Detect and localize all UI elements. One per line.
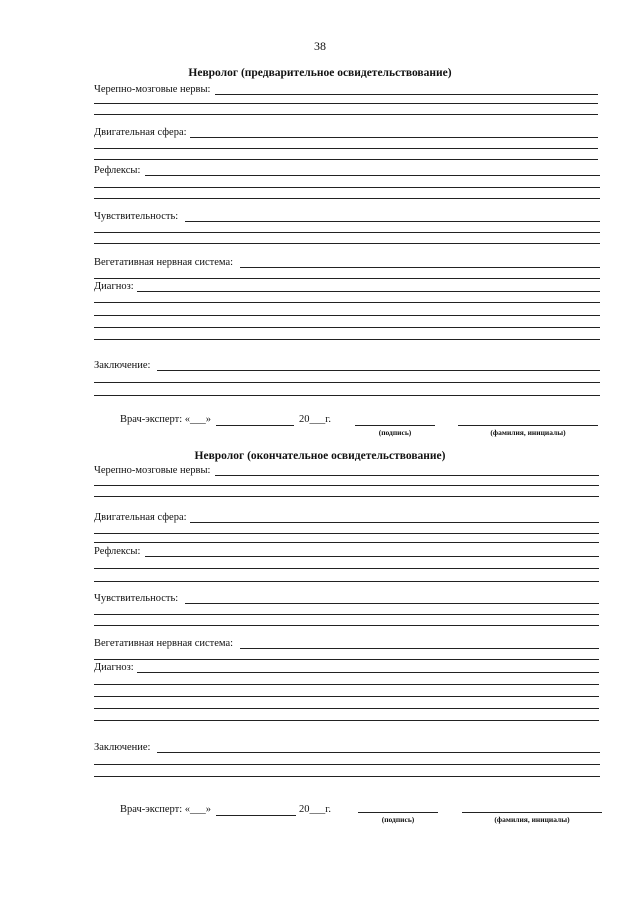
field-line[interactable] bbox=[137, 291, 600, 292]
name-field-line[interactable] bbox=[458, 425, 598, 426]
field-line[interactable] bbox=[94, 776, 600, 777]
field-line[interactable] bbox=[94, 103, 598, 104]
field-line[interactable] bbox=[137, 672, 599, 673]
signature-field-line[interactable] bbox=[355, 425, 435, 426]
label-reflexes: Рефлексы: bbox=[94, 165, 143, 177]
field-line[interactable] bbox=[190, 137, 598, 138]
label-autonomic-nervous-system: Вегетативная нервная система: bbox=[94, 638, 236, 650]
field-line[interactable] bbox=[94, 659, 599, 660]
field-line[interactable] bbox=[94, 187, 600, 188]
name-caption: (фамилия, инициалы) bbox=[490, 428, 566, 437]
field-line[interactable] bbox=[94, 148, 598, 149]
label-diagnosis: Диагноз: bbox=[94, 662, 137, 674]
field-line[interactable] bbox=[94, 159, 598, 160]
label-sensitivity: Чувствительность: bbox=[94, 593, 181, 605]
month-field-line[interactable] bbox=[216, 815, 296, 816]
expert-date-label: Врач-эксперт: «___» bbox=[120, 414, 212, 425]
field-line[interactable] bbox=[94, 581, 599, 582]
field-line[interactable] bbox=[94, 684, 599, 685]
label-cranial-nerves: Черепно-мозговые нервы: bbox=[94, 84, 213, 96]
field-line[interactable] bbox=[94, 198, 600, 199]
label-cranial-nerves: Черепно-мозговые нервы: bbox=[94, 465, 213, 477]
field-line[interactable] bbox=[94, 302, 600, 303]
name-field-line[interactable] bbox=[462, 812, 602, 813]
field-line[interactable] bbox=[94, 568, 599, 569]
field-line[interactable] bbox=[94, 243, 600, 244]
field-line[interactable] bbox=[190, 522, 599, 523]
month-field-line[interactable] bbox=[216, 425, 294, 426]
field-line[interactable] bbox=[94, 533, 599, 534]
field-line[interactable] bbox=[94, 696, 599, 697]
field-line[interactable] bbox=[94, 339, 600, 340]
field-line[interactable] bbox=[157, 370, 600, 371]
field-line[interactable] bbox=[94, 485, 599, 486]
page-number: 38 bbox=[314, 39, 326, 53]
field-line[interactable] bbox=[94, 496, 599, 497]
field-line[interactable] bbox=[240, 648, 599, 649]
label-motor-sphere: Двигательная сфера: bbox=[94, 512, 190, 524]
field-line[interactable] bbox=[94, 315, 600, 316]
field-line[interactable] bbox=[94, 395, 600, 396]
signature-caption: (подпись) bbox=[381, 815, 415, 824]
field-line[interactable] bbox=[215, 475, 599, 476]
field-line[interactable] bbox=[240, 267, 600, 268]
field-line[interactable] bbox=[94, 327, 600, 328]
field-line[interactable] bbox=[94, 720, 599, 721]
label-conclusion: Заключение: bbox=[94, 360, 153, 372]
field-line[interactable] bbox=[94, 708, 599, 709]
field-line[interactable] bbox=[94, 764, 600, 765]
field-line[interactable] bbox=[145, 556, 599, 557]
field-line[interactable] bbox=[94, 382, 600, 383]
field-line[interactable] bbox=[94, 542, 599, 543]
field-line[interactable] bbox=[145, 175, 600, 176]
field-line[interactable] bbox=[94, 614, 599, 615]
field-line[interactable] bbox=[185, 603, 599, 604]
field-line[interactable] bbox=[185, 221, 600, 222]
section-title-final: Невролог (окончательное освидетельствование) bbox=[194, 450, 446, 462]
field-line[interactable] bbox=[94, 114, 598, 115]
label-diagnosis: Диагноз: bbox=[94, 281, 137, 293]
field-line[interactable] bbox=[94, 625, 599, 626]
expert-date-label: Врач-эксперт: «___» bbox=[120, 804, 212, 815]
label-conclusion: Заключение: bbox=[94, 742, 153, 754]
signature-field-line[interactable] bbox=[358, 812, 438, 813]
field-line[interactable] bbox=[94, 278, 600, 279]
year-label: 20___г. bbox=[299, 804, 331, 815]
label-autonomic-nervous-system: Вегетативная нервная система: bbox=[94, 257, 236, 269]
name-caption: (фамилия, инициалы) bbox=[494, 815, 570, 824]
label-reflexes: Рефлексы: bbox=[94, 546, 143, 558]
signature-caption: (подпись) bbox=[378, 428, 412, 437]
field-line[interactable] bbox=[157, 752, 600, 753]
section-title-preliminary: Невролог (предварительное освидетельствование) bbox=[188, 67, 452, 79]
label-sensitivity: Чувствительность: bbox=[94, 211, 181, 223]
field-line[interactable] bbox=[215, 94, 598, 95]
year-label: 20___г. bbox=[299, 414, 331, 425]
label-motor-sphere: Двигательная сфера: bbox=[94, 127, 190, 139]
field-line[interactable] bbox=[94, 232, 600, 233]
